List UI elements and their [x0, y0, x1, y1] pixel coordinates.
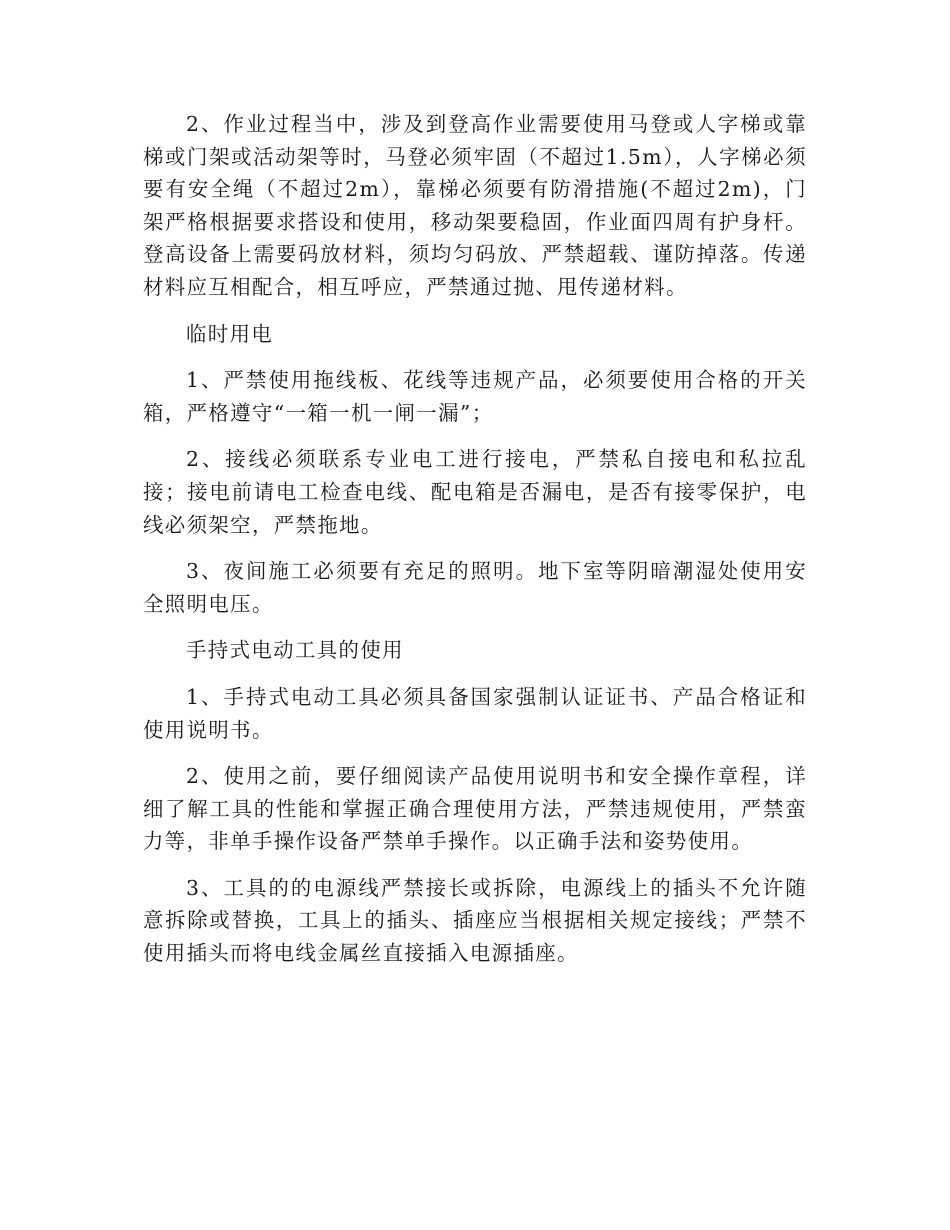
- section-heading-temporary-power: 临时用电: [186, 321, 274, 346]
- paragraph-tool-rule-1: 1、手持式电动工具必须具备国家强制认证证书、产品合格证和使用说明书。: [143, 684, 807, 742]
- paragraph-power-rule-3: 3、夜间施工必须要有充足的照明。地下室等阴暗潮湿处使用安全照明电压。: [143, 559, 807, 616]
- document-body: [143, 108, 807, 984]
- section-heading-power-tools: 手持式电动工具的使用: [186, 638, 404, 663]
- paragraph-ladder-safety: 2、作业过程当中，涉及到登高作业需要使用马登或人字梯或靠梯或门架或活动架等时，马登必须牢固（不超过1.5m），人字梯必须要有安全绳（不超过2m），靠梯必须要有防滑措施(不超过2m)，门架严格根据要求搭设和使用，移动架要稳固，作业面四周有护身杆。登高设备上需要码放材料，须均匀码放、严禁超载、谨防掉落。传递材料应互相配合，相互呼应，严禁通过抛、甩传递材料。: [143, 112, 807, 299]
- paragraph-tool-rule-2: 2、使用之前，要仔细阅读产品使用说明书和安全操作章程，详细了解工具的性能和掌握正确合理使用方法，严禁违规使用，严禁蛮力等，非单手操作设备严禁单手操作。以正确手法和姿势使用。: [143, 764, 807, 854]
- paragraph-tool-rule-3: 3、工具的的电源线严禁接长或拆除，电源线上的插头不允许随意拆除或替换，工具上的插头、插座应当根据相关规定接线；严禁不使用插头而将电线金属丝直接插入电源插座。: [143, 875, 807, 966]
- paragraph-power-rule-2: 2、接线必须联系专业电工进行接电，严禁私自接电和私拉乱接；接电前请电工检查电线、配电箱是否漏电，是否有接零保护，电线必须架空，严禁拖地。: [143, 447, 807, 537]
- paragraph-power-rule-1: 1、严禁使用拖线板、花线等违规产品，必须要使用合格的开关箱，严格遵守“一箱一机一闸一漏”；: [143, 368, 807, 425]
